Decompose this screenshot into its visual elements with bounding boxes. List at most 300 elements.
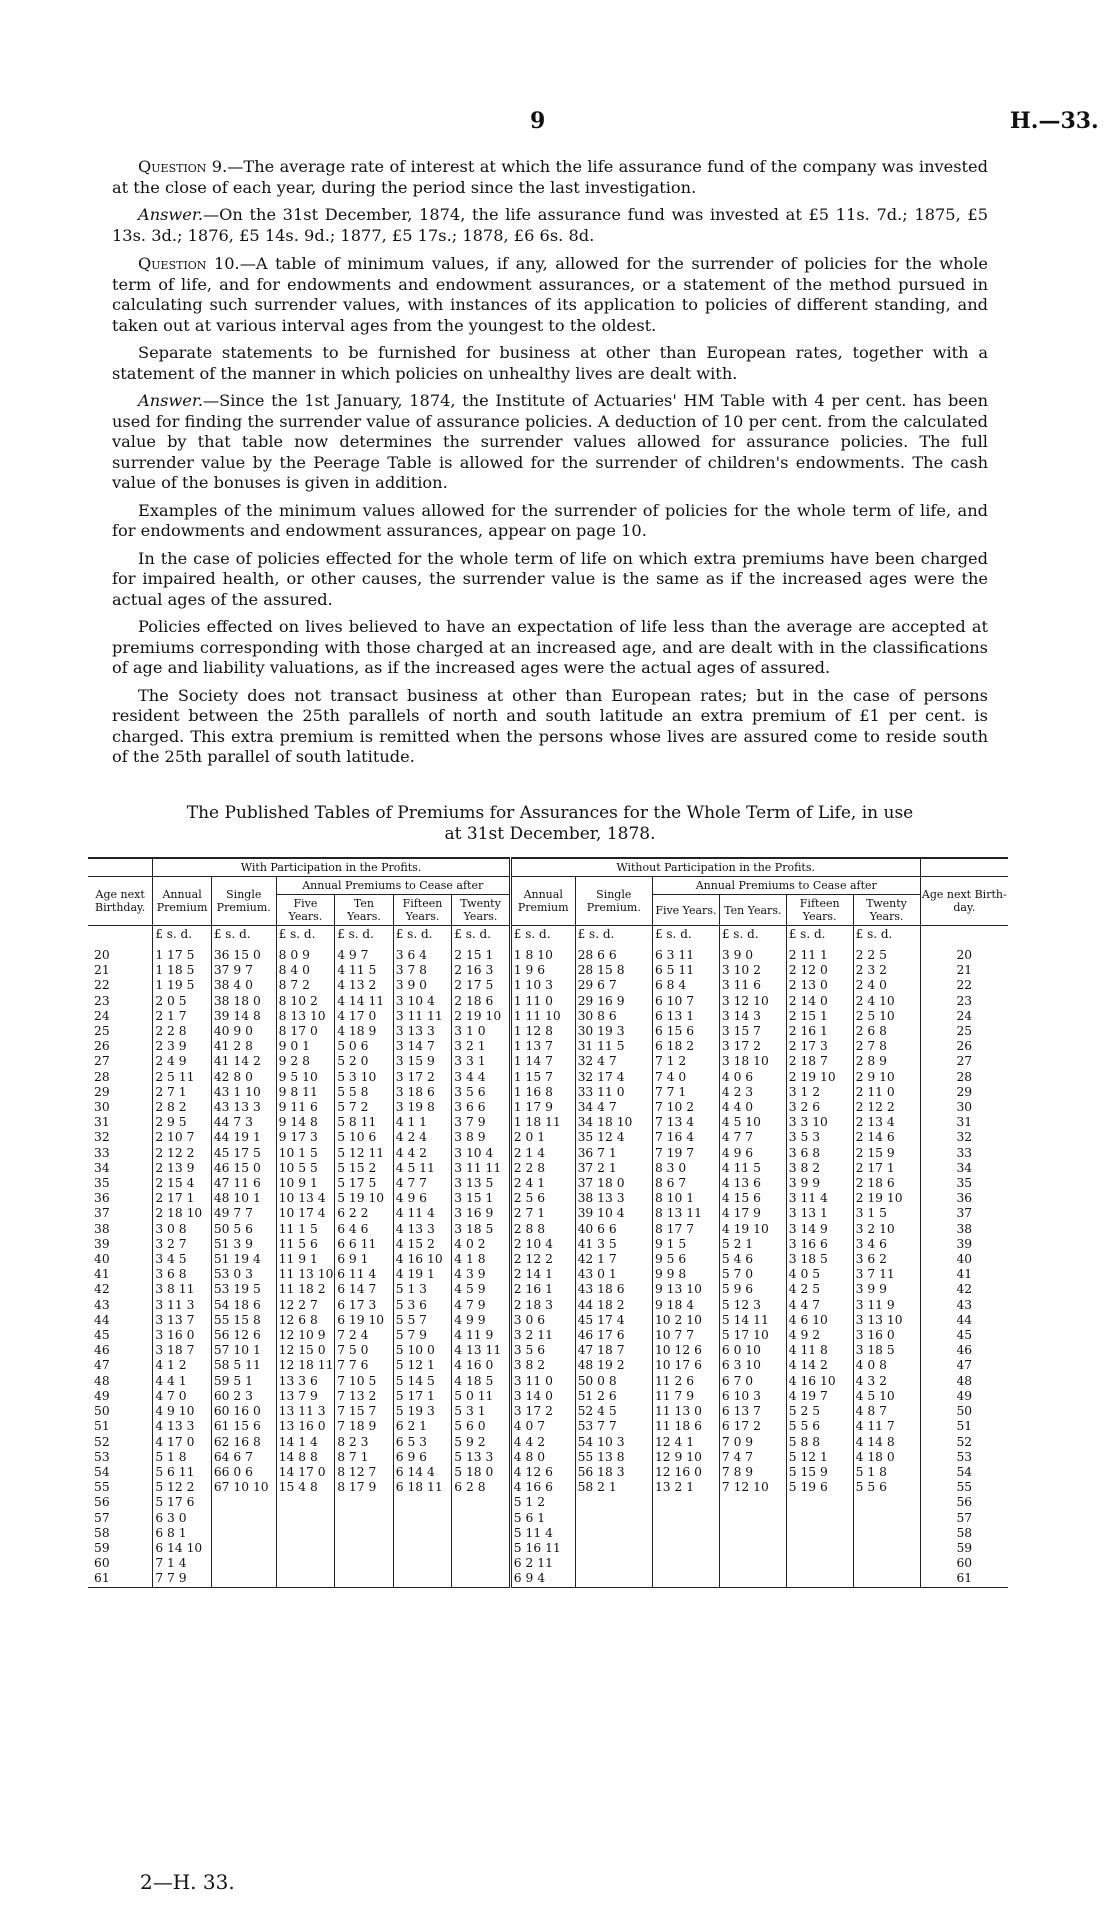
premium-cell [452, 1571, 511, 1587]
premium-cell: 3 4 6 [853, 1237, 920, 1252]
table-row [88, 1085, 1008, 1100]
premium-cell: 5 19 10 [335, 1191, 394, 1206]
premium-cell: 3 18 5 [853, 1343, 920, 1358]
premium-cell: 2 1 4 [510, 1146, 575, 1161]
premium-cell: 4 7 9 [452, 1298, 511, 1313]
premium-cell: 2 12 2 [853, 1100, 920, 1115]
premium-cell: 1 9 6 [510, 963, 575, 978]
premium-cell: 3 10 4 [452, 1146, 511, 1161]
premium-cell: 2 19 10 [452, 1009, 511, 1024]
age-cell: 39 [94, 1236, 110, 1251]
premium-cell: 11 5 6 [276, 1237, 335, 1252]
premium-cell: 7 4 7 [719, 1450, 786, 1465]
premium-cell: 10 17 4 [276, 1206, 335, 1221]
premium-cell: 4 3 2 [853, 1374, 920, 1389]
table-row [88, 1343, 1008, 1358]
premium-cell: 39 14 8 [211, 1009, 276, 1024]
premium-cell: 4 4 7 [786, 1298, 853, 1313]
premium-cell: 44 19 1 [211, 1130, 276, 1145]
premium-cell: 5 16 11 [510, 1541, 575, 1556]
premium-cell: 2 19 10 [786, 1070, 853, 1085]
answer-9-label: Answer. [138, 205, 203, 224]
premium-cell: 4 14 11 [335, 994, 394, 1009]
premium-cell: 6 8 4 [652, 978, 719, 993]
premium-cell: 2 12 0 [786, 963, 853, 978]
premium-cell [719, 1556, 786, 1571]
table-row [88, 1024, 1008, 1039]
premium-cell: 7 2 4 [335, 1328, 394, 1343]
age-cell-right: 43 [920, 1298, 1008, 1313]
premium-cell: 2 14 6 [853, 1130, 920, 1145]
premium-cell: 1 18 5 [153, 963, 212, 978]
premium-cell: 31 11 5 [575, 1039, 652, 1054]
premium-cell: 3 4 4 [452, 1070, 511, 1085]
unit-header-row [88, 926, 1008, 945]
premium-cell: 12 18 11 [276, 1358, 335, 1373]
premium-cell: 3 6 4 [393, 944, 452, 963]
premium-cell [786, 1541, 853, 1556]
premium-cell: 2 4 9 [153, 1054, 212, 1069]
premium-cell: 29 16 9 [575, 994, 652, 1009]
premium-cell: 11 13 10 [276, 1267, 335, 1282]
age-cell: 37 [94, 1206, 110, 1221]
table-row [88, 1313, 1008, 1328]
col-ten-with: Ten Years. [335, 895, 394, 926]
age-cell-right: 34 [920, 1161, 1008, 1176]
premium-cell: 6 9 1 [335, 1252, 394, 1267]
premium-cell: 3 2 11 [510, 1328, 575, 1343]
premium-cell: 5 2 0 [335, 1054, 394, 1069]
col-twenty-with: Twenty Years. [452, 895, 511, 926]
table-row [88, 1222, 1008, 1237]
premium-cell: 2 7 1 [510, 1206, 575, 1221]
premium-cell: 35 12 4 [575, 1130, 652, 1145]
premium-cell: 9 17 3 [276, 1130, 335, 1145]
premium-cell: 4 1 8 [452, 1252, 511, 1267]
premium-cell: 15 4 8 [276, 1480, 335, 1495]
premium-cell: 9 9 8 [652, 1267, 719, 1282]
premium-cell: 1 11 10 [510, 1009, 575, 1024]
age-cell-right: 56 [920, 1495, 1008, 1510]
premium-cell [211, 1511, 276, 1526]
premium-cell: 7 13 2 [335, 1389, 394, 1404]
table-row [88, 1358, 1008, 1373]
premium-cell: 33 11 0 [575, 1085, 652, 1100]
table-row [88, 1404, 1008, 1419]
page-number: 9 [530, 108, 546, 134]
premium-cell: 3 11 11 [393, 1009, 452, 1024]
premium-cell: 7 19 7 [652, 1146, 719, 1161]
premium-cell: 58 5 11 [211, 1358, 276, 1373]
premium-cell [393, 1541, 452, 1556]
age-cell-right: 59 [920, 1541, 1008, 1556]
age-cell-right: 20 [920, 944, 1008, 963]
age-cell-right: 55 [920, 1480, 1008, 1495]
premium-cell: 43 13 3 [211, 1100, 276, 1115]
premium-cell: 4 0 5 [786, 1267, 853, 1282]
premium-cell: 6 0 10 [719, 1343, 786, 1358]
premium-cell: 3 6 8 [153, 1267, 212, 1282]
premium-cell: 8 6 7 [652, 1176, 719, 1191]
table-row [88, 1100, 1008, 1115]
premium-cell: 7 1 4 [153, 1556, 212, 1571]
col-five-without: Five Years. [652, 895, 719, 926]
premium-cell: 4 8 0 [510, 1450, 575, 1465]
table-row [88, 1571, 1008, 1587]
premium-cell: 3 2 1 [452, 1039, 511, 1054]
premium-cell: 5 0 11 [452, 1389, 511, 1404]
premium-table-wrapper [88, 857, 1008, 1588]
premium-cell: 4 2 5 [786, 1282, 853, 1297]
premium-cell: 40 6 6 [575, 1222, 652, 1237]
premium-cell [211, 1541, 276, 1556]
premium-cell: 42 1 7 [575, 1252, 652, 1267]
corner-cell-right [920, 858, 1008, 877]
premium-cell: 12 4 1 [652, 1435, 719, 1450]
premium-cell: 4 2 4 [393, 1130, 452, 1145]
premium-cell [276, 1541, 335, 1556]
premium-cell: 2 2 8 [153, 1024, 212, 1039]
age-cell: 38 [94, 1221, 110, 1236]
age-cell-right: 35 [920, 1176, 1008, 1191]
age-cell: 59 [94, 1540, 110, 1555]
premium-cell: 2 9 5 [153, 1115, 212, 1130]
premium-cell: 36 15 0 [211, 944, 276, 963]
premium-cell: 2 18 7 [786, 1054, 853, 1069]
premium-cell: 3 9 9 [853, 1282, 920, 1297]
premium-cell: 5 3 10 [335, 1070, 394, 1085]
premium-cell: 2 9 10 [853, 1070, 920, 1085]
question-10 [112, 254, 988, 336]
premium-cell: 38 18 0 [211, 994, 276, 1009]
unit-cell: £ s. d. [452, 926, 511, 945]
premium-cell: 4 4 0 [719, 1100, 786, 1115]
premium-cell: 4 16 10 [786, 1374, 853, 1389]
premium-cell: 6 2 2 [335, 1206, 394, 1221]
premium-cell: 3 14 0 [510, 1389, 575, 1404]
premium-cell: 14 8 8 [276, 1450, 335, 1465]
premium-cell: 4 17 9 [719, 1206, 786, 1221]
premium-cell: 13 3 6 [276, 1374, 335, 1389]
table-row [88, 1252, 1008, 1267]
premium-cell: 4 8 7 [853, 1404, 920, 1419]
premium-cell: 2 15 4 [153, 1176, 212, 1191]
table-title-line1: The Published Tables of Premiums for Assurances for the Whole Term of Life, in use [186, 803, 914, 823]
premium-cell: 34 4 7 [575, 1100, 652, 1115]
col-fifteen-without: Fifteen Years. [786, 895, 853, 926]
premium-cell: 28 6 6 [575, 944, 652, 963]
table-title-line2: at 31st December, 1878. [444, 824, 656, 844]
premium-cell: 6 19 10 [335, 1313, 394, 1328]
premium-cell: 4 18 0 [853, 1450, 920, 1465]
premium-cell: 2 0 5 [153, 994, 212, 1009]
premium-cell: 5 14 11 [719, 1313, 786, 1328]
premium-cell [393, 1556, 452, 1571]
premium-cell: 9 5 6 [652, 1252, 719, 1267]
premium-cell: 9 0 1 [276, 1039, 335, 1054]
group-with-participation: With Participation in the Profits. [153, 858, 510, 877]
table-row [88, 1450, 1008, 1465]
unit-cell: £ s. d. [719, 926, 786, 945]
premium-cell [276, 1511, 335, 1526]
premium-cell: 2 2 8 [510, 1161, 575, 1176]
premium-cell: 12 15 0 [276, 1343, 335, 1358]
premium-cell: 43 18 6 [575, 1282, 652, 1297]
age-cell-right: 23 [920, 994, 1008, 1009]
premium-cell: 5 6 1 [510, 1511, 575, 1526]
premium-cell: 6 3 10 [719, 1358, 786, 1373]
premium-cell: 6 10 7 [652, 994, 719, 1009]
premium-cell: 40 9 0 [211, 1024, 276, 1039]
premium-cell: 2 17 5 [452, 978, 511, 993]
table-title [112, 803, 988, 845]
premium-cell [652, 1526, 719, 1541]
premium-cell: 55 13 8 [575, 1450, 652, 1465]
age-cell: 53 [94, 1449, 110, 1464]
premium-cell: 5 15 2 [335, 1161, 394, 1176]
premium-cell: 6 7 0 [719, 1374, 786, 1389]
age-cell-right: 33 [920, 1146, 1008, 1161]
premium-cell: 7 0 9 [719, 1435, 786, 1450]
age-cell: 55 [94, 1480, 110, 1495]
premium-cell: 6 17 2 [719, 1419, 786, 1434]
answer-10-para3: In the case of policies effected for the whole term of life on which extra premiums have been charged for impaired health, or other causes, the surrender value is the same as if the increased ages were the actual ages of the assured. [112, 548, 988, 609]
age-cell: 57 [94, 1510, 110, 1525]
premium-cell: 51 2 6 [575, 1389, 652, 1404]
premium-cell [575, 1526, 652, 1541]
premium-cell: 3 7 8 [393, 963, 452, 978]
premium-cell: 4 1 1 [393, 1115, 452, 1130]
premium-cell: 2 18 6 [853, 1176, 920, 1191]
age-cell-right: 25 [920, 1024, 1008, 1039]
table-row [88, 1115, 1008, 1130]
premium-cell: 44 7 3 [211, 1115, 276, 1130]
premium-cell: 3 18 5 [786, 1252, 853, 1267]
premium-cell [853, 1571, 920, 1587]
table-row [88, 1541, 1008, 1556]
premium-cell: 4 7 7 [719, 1130, 786, 1145]
premium-cell: 10 9 1 [276, 1176, 335, 1191]
premium-cell: 5 7 2 [335, 1100, 394, 1115]
premium-cell: 10 17 6 [652, 1358, 719, 1373]
age-cell-right: 32 [920, 1130, 1008, 1145]
premium-cell: 43 1 10 [211, 1085, 276, 1100]
premium-cell: 5 14 5 [393, 1374, 452, 1389]
premium-cell: 5 5 6 [853, 1480, 920, 1495]
premium-cell: 3 14 3 [719, 1009, 786, 1024]
premium-cell: 3 8 11 [153, 1282, 212, 1297]
question-9-label: Question 9. [138, 157, 228, 176]
premium-cell: 61 15 6 [211, 1419, 276, 1434]
answer-9 [112, 205, 988, 246]
premium-cell: 41 14 2 [211, 1054, 276, 1069]
premium-cell: 3 17 2 [719, 1039, 786, 1054]
premium-cell: 3 2 7 [153, 1237, 212, 1252]
table-row [88, 1206, 1008, 1221]
premium-cell [652, 1511, 719, 1526]
premium-cell [393, 1571, 452, 1587]
age-cell-right: 46 [920, 1343, 1008, 1358]
premium-cell [575, 1495, 652, 1510]
age-cell-right: 38 [920, 1222, 1008, 1237]
premium-cell: 6 13 7 [719, 1404, 786, 1419]
premium-cell: 3 8 2 [786, 1161, 853, 1176]
premium-cell: 6 18 2 [652, 1039, 719, 1054]
premium-cell: 5 0 6 [335, 1039, 394, 1054]
premium-cell [393, 1495, 452, 1510]
premium-cell: 1 17 9 [510, 1100, 575, 1115]
premium-cell [853, 1511, 920, 1526]
premium-cell: 3 3 1 [452, 1054, 511, 1069]
premium-cell: 2 5 10 [853, 1009, 920, 1024]
premium-cell [452, 1495, 511, 1510]
premium-cell: 2 17 1 [853, 1161, 920, 1176]
premium-cell: 58 2 1 [575, 1480, 652, 1495]
premium-cell: 1 8 10 [510, 944, 575, 963]
premium-cell: 2 4 1 [510, 1176, 575, 1191]
unit-cell-age-right [920, 926, 1008, 945]
premium-cell: 4 5 11 [393, 1161, 452, 1176]
premium-cell: 2 18 3 [510, 1298, 575, 1313]
premium-cell: 2 10 4 [510, 1237, 575, 1252]
premium-cell: 5 10 0 [393, 1343, 452, 1358]
premium-cell: 2 7 8 [853, 1039, 920, 1054]
premium-cell: 3 13 3 [393, 1024, 452, 1039]
answer-10-label: Answer. [138, 391, 203, 410]
age-cell-right: 61 [920, 1571, 1008, 1587]
premium-cell: 11 18 2 [276, 1282, 335, 1297]
premium-cell: 4 16 6 [510, 1480, 575, 1495]
table-row [88, 1191, 1008, 1206]
premium-cell [575, 1541, 652, 1556]
table-row [88, 1511, 1008, 1526]
premium-cell: 3 10 4 [393, 994, 452, 1009]
premium-cell: 4 5 9 [452, 1282, 511, 1297]
age-cell: 21 [94, 963, 110, 978]
premium-cell: 1 14 7 [510, 1054, 575, 1069]
premium-cell [335, 1556, 394, 1571]
age-cell-right: 44 [920, 1313, 1008, 1328]
age-cell: 27 [94, 1054, 110, 1069]
premium-cell: 8 7 2 [276, 978, 335, 993]
table-row [88, 1237, 1008, 1252]
premium-cell: 4 14 2 [786, 1358, 853, 1373]
premium-cell: 5 3 1 [452, 1404, 511, 1419]
premium-cell [211, 1556, 276, 1571]
premium-cell: 51 19 4 [211, 1252, 276, 1267]
premium-cell: 2 8 8 [510, 1222, 575, 1237]
premium-cell: 4 19 7 [786, 1389, 853, 1404]
premium-cell: 4 16 10 [393, 1252, 452, 1267]
age-cell: 43 [94, 1297, 110, 1312]
premium-cell: 3 18 6 [393, 1085, 452, 1100]
premium-cell: 2 2 5 [853, 944, 920, 963]
premium-cell: 11 7 9 [652, 1389, 719, 1404]
age-cell-right: 21 [920, 963, 1008, 978]
age-cell: 26 [94, 1039, 110, 1054]
premium-cell: 5 19 6 [786, 1480, 853, 1495]
premium-cell: 6 11 4 [335, 1267, 394, 1282]
premium-cell: 5 12 3 [719, 1298, 786, 1313]
premium-cell: 8 3 0 [652, 1161, 719, 1176]
premium-cell: 55 15 8 [211, 1313, 276, 1328]
age-cell-right: 27 [920, 1054, 1008, 1069]
premium-cell: 48 10 1 [211, 1191, 276, 1206]
premium-cell: 42 8 0 [211, 1070, 276, 1085]
age-cell: 42 [94, 1282, 110, 1297]
age-cell-right: 37 [920, 1206, 1008, 1221]
unit-cell: £ s. d. [853, 926, 920, 945]
premium-cell: 11 13 0 [652, 1404, 719, 1419]
premium-cell: 6 18 11 [393, 1480, 452, 1495]
premium-cell: 3 7 11 [853, 1267, 920, 1282]
premium-cell: 3 16 9 [452, 1206, 511, 1221]
premium-cell: 60 2 3 [211, 1389, 276, 1404]
premium-cell: 32 17 4 [575, 1070, 652, 1085]
premium-cell: 3 13 7 [153, 1313, 212, 1328]
premium-cell: 5 8 8 [786, 1435, 853, 1450]
premium-cell: 12 16 0 [652, 1465, 719, 1480]
premium-cell: 5 4 6 [719, 1252, 786, 1267]
premium-cell: 4 11 5 [719, 1161, 786, 1176]
premium-cell: 45 17 5 [211, 1146, 276, 1161]
age-cell: 46 [94, 1343, 110, 1358]
premium-cell: 6 5 11 [652, 963, 719, 978]
premium-cell: 4 6 10 [786, 1313, 853, 1328]
premium-cell [452, 1526, 511, 1541]
premium-cell: 2 12 2 [153, 1146, 212, 1161]
age-cell-right: 49 [920, 1389, 1008, 1404]
premium-cell: 9 2 8 [276, 1054, 335, 1069]
group-without-participation: Without Participation in the Profits. [510, 858, 920, 877]
age-cell: 49 [94, 1388, 110, 1403]
premium-cell: 14 1 4 [276, 1435, 335, 1450]
age-cell: 61 [88, 1571, 153, 1587]
premium-cell: 2 0 1 [510, 1130, 575, 1145]
premium-cell: 2 15 1 [452, 944, 511, 963]
premium-cell [452, 1556, 511, 1571]
table-row [88, 1267, 1008, 1282]
premium-cell: 3 11 6 [719, 978, 786, 993]
premium-cell [393, 1511, 452, 1526]
premium-cell: 3 9 9 [786, 1176, 853, 1191]
premium-cell: 5 9 6 [719, 1282, 786, 1297]
premium-cell: 3 4 5 [153, 1252, 212, 1267]
premium-cell: 5 17 5 [335, 1176, 394, 1191]
premium-cell: 3 6 2 [853, 1252, 920, 1267]
age-cell: 52 [94, 1434, 110, 1449]
premium-table-body [88, 926, 1008, 1588]
premium-cell: 3 8 9 [452, 1130, 511, 1145]
premium-cell: 11 18 6 [652, 1419, 719, 1434]
premium-cell: 10 13 4 [276, 1191, 335, 1206]
premium-cell: 7 18 9 [335, 1419, 394, 1434]
age-cell: 41 [94, 1267, 110, 1282]
premium-cell: 7 13 4 [652, 1115, 719, 1130]
premium-cell [719, 1511, 786, 1526]
premium-cell: 3 3 10 [786, 1115, 853, 1130]
premium-cell: 6 5 3 [393, 1435, 452, 1450]
premium-cell: 5 12 11 [335, 1146, 394, 1161]
premium-cell: 5 17 1 [393, 1389, 452, 1404]
premium-cell: 30 19 3 [575, 1024, 652, 1039]
premium-cell: 3 2 6 [786, 1100, 853, 1115]
premium-cell: 1 10 3 [510, 978, 575, 993]
col-annual-with: Annual Premium [153, 877, 212, 926]
premium-cell: 38 13 3 [575, 1191, 652, 1206]
age-cell: 51 [94, 1419, 110, 1434]
premium-cell: 3 11 11 [452, 1161, 511, 1176]
